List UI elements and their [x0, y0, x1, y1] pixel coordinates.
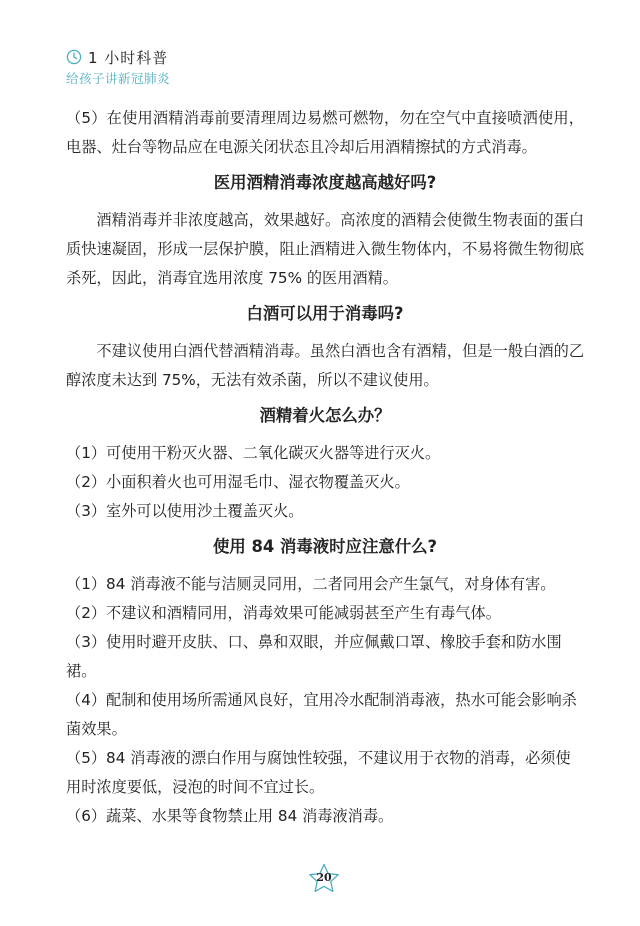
list-item: （4）配制和使用场所需通风良好，宜用冷水配制消毒液，热水可能会影响杀菌效果。: [66, 691, 577, 738]
section-heading: 使用 84 消毒液时应注意什么?: [212, 537, 438, 556]
list-item: （1）84 消毒液不能与洁厕灵同用，二者同用会产生氯气，对身体有害。: [66, 575, 556, 593]
page-header: [66, 46, 170, 87]
list-item: （1）可使用干粉灭火器、二氧化碳灭火器等进行灭火。: [66, 444, 441, 462]
page-number: 20: [316, 871, 332, 884]
list-item: （6）蔬菜、水果等食物禁止用 84 消毒液消毒。: [66, 807, 394, 825]
list-item: （5）84 消毒液的漂白作用与腐蚀性较强，不建议用于衣物的消毒，必须使用时浓度要低，浸泡的时间不宜过长。: [66, 749, 571, 796]
section-paragraph: 酒精消毒并非浓度越高，效果越好。高浓度的酒精会使微生物表面的蛋白质快速凝固，形成一层保护膜，阻止酒精进入微生物体内，不易将微生物彻底杀死，因此，消毒宜选用浓度 75% 的医用酒精。: [66, 211, 584, 287]
intro-item: （5）在使用酒精消毒前要清理周边易燃可燃物，勿在空气中直接喷洒使用，电器、灶台等物品应在电源关闭状态且冷却后用酒精擦拭的方式消毒。: [66, 109, 584, 156]
page-number-badge: [307, 863, 341, 895]
series-title-row: [66, 46, 170, 68]
section-heading: 酒精着火怎么办？: [259, 406, 391, 425]
page-content: [66, 104, 584, 831]
section-heading: 白酒可以用于消毒吗?: [246, 304, 404, 323]
list-item: （2）小面积着火也可用湿毛巾、湿衣物覆盖灭火。: [66, 473, 410, 491]
section-heading: 医用酒精消毒浓度越高越好吗?: [213, 173, 437, 192]
series-subtitle: 给孩子讲新冠肺炎: [66, 71, 171, 86]
clock-icon: [66, 49, 82, 65]
series-title: 1 小时科普: [88, 48, 169, 67]
section-paragraph: 不建议使用白酒代替酒精消毒。虽然白酒也含有酒精，但是一般白酒的乙醇浓度未达到 75%，无法有效杀菌，所以不建议使用。: [66, 342, 584, 389]
list-item: （3）使用时避开皮肤、口、鼻和双眼，并应佩戴口罩、橡胶手套和防水围裙。: [66, 633, 562, 680]
list-item: （3）室外可以使用沙土覆盖灭火。: [66, 502, 304, 520]
list-item: （2）不建议和酒精同用，消毒效果可能减弱甚至产生有毒气体。: [66, 604, 501, 622]
